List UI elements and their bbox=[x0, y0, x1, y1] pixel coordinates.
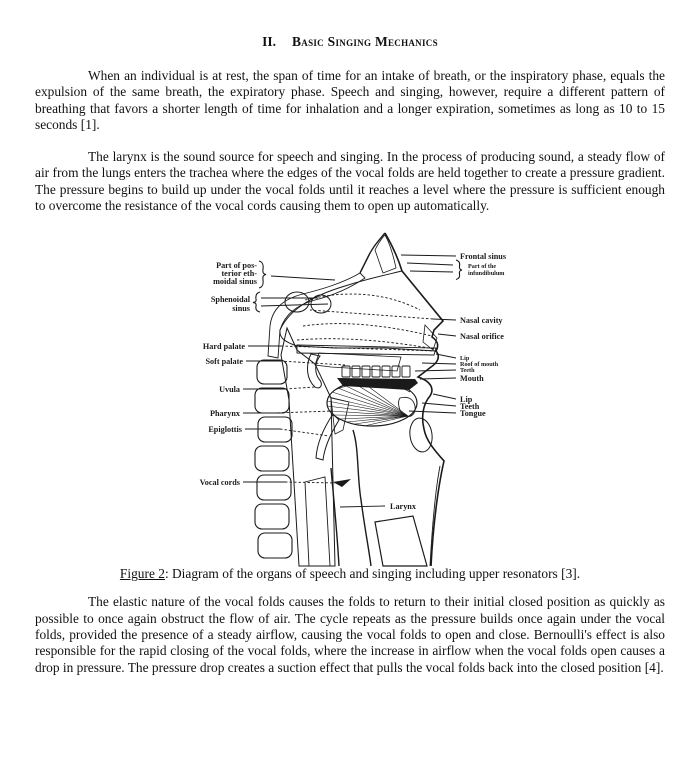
label-frontal-sinus: Frontal sinus bbox=[460, 252, 507, 262]
label-lip-upper: Lip bbox=[460, 355, 470, 363]
label-nasal-cavity: Nasal cavity bbox=[460, 316, 503, 326]
figure-caption-text: : Diagram of the organs of speech and singing including upper resonators [3]. bbox=[164, 566, 581, 582]
uvula-region bbox=[308, 354, 322, 388]
label-hard-palate: Hard palate bbox=[202, 342, 245, 352]
infundibulum-brace bbox=[456, 260, 462, 280]
label-lip-lower: Lip bbox=[460, 395, 473, 405]
nasal-cavity-region bbox=[280, 271, 443, 351]
label-infundibulum-line1: Part of the bbox=[468, 263, 497, 271]
chin-bone-region bbox=[408, 417, 435, 454]
larynx-cartilage-region bbox=[305, 477, 330, 566]
label-larynx: Larynx bbox=[390, 502, 416, 512]
figure-caption-label: Figure 2 bbox=[119, 566, 165, 582]
section-numeral: II. bbox=[262, 34, 276, 49]
label-ethmoidal-sinus-line2: terior eth- bbox=[221, 269, 257, 279]
head-section-drawing bbox=[255, 233, 444, 566]
label-infundibulum-line2: infundibulum bbox=[468, 270, 505, 278]
label-soft-palate: Soft palate bbox=[205, 357, 243, 367]
figure-2 bbox=[35, 230, 665, 564]
sphenoidal-brace bbox=[253, 292, 260, 312]
turbinate-line bbox=[303, 324, 432, 336]
anatomy-diagram bbox=[185, 230, 565, 570]
brace-glyphs bbox=[253, 260, 462, 312]
label-roof-of-mouth: Roof of mouth bbox=[460, 361, 499, 369]
label-pharynx: Pharynx bbox=[209, 409, 240, 419]
label-teeth-lower: Teeth bbox=[460, 402, 480, 412]
paragraph-larynx-source: The larynx is the sound source for speech and singing. In the process of producing sound, a steady flow of air from the lungs enters the trachea where the edges of the vocal folds are held together to create a pressure gradient. The pressure begins to build up under the vocal folds until it reaches a level where the pressure is sufficient enough to overcome the resistance of the vocal cords causing them to open up automatically. bbox=[35, 149, 665, 214]
section-title: Basic Singing Mechanics bbox=[291, 34, 438, 49]
vocal-cords-region bbox=[333, 479, 351, 487]
airway-front-line bbox=[353, 430, 371, 566]
soft-palate-region bbox=[315, 353, 401, 371]
ethmoidal-brace bbox=[259, 261, 266, 288]
label-ethmoidal-sinus-line1: Part of pos- bbox=[216, 261, 257, 271]
trachea-region bbox=[375, 516, 427, 566]
label-tongue: Tongue bbox=[460, 409, 486, 419]
epiglottis-region bbox=[316, 414, 339, 460]
label-vocal-cords: Vocal cords bbox=[199, 478, 240, 488]
label-epiglottis: Epiglottis bbox=[208, 425, 242, 435]
turbinate-line bbox=[305, 294, 420, 310]
paragraph-breathing: When an individual is at rest, the span of time for an intake of breath, or the inspiratory phase, equals the expulsion of the same breath, the expiratory phase. Speech and singing, however, require a different pattern of breathing that favors a shorter length of time for inhalation and a longer expiration, sometimes as long as 10 to 15 seconds [1]. bbox=[35, 68, 665, 132]
label-teeth-upper: Teeth bbox=[460, 367, 475, 375]
paragraph-vocal-folds-cycle: The elastic nature of the vocal folds causes the folds to return to their initial closed position as quickly as possible to once again obstruct the flow of air. The cycle repeats as the pressure builds once again under the vocal folds, provided the presence of a steady airflow, causing the vocal folds to open and close. Bernoulli's effect is also responsible for the rapid closing of the vocal folds, where the increase in airflow when the vocal folds open causes a drop in pressure. The pressure drop creates a suction effect that pulls the vocal folds back into the closed position [4]. bbox=[35, 594, 665, 675]
head-profile-outline bbox=[385, 233, 444, 566]
label-sphenoidal-sinus-line2: sinus bbox=[232, 304, 250, 314]
vertebral-column bbox=[255, 360, 292, 558]
label-mouth: Mouth bbox=[460, 374, 484, 384]
label-sphenoidal-sinus-line1: Sphenoidal bbox=[210, 295, 250, 305]
label-uvula: Uvula bbox=[219, 385, 240, 395]
label-nasal-orifice: Nasal orifice bbox=[460, 332, 504, 342]
label-ethmoidal-sinus-line3: moidal sinus bbox=[213, 277, 257, 287]
section-heading bbox=[35, 34, 665, 50]
upper-teeth bbox=[342, 366, 410, 377]
